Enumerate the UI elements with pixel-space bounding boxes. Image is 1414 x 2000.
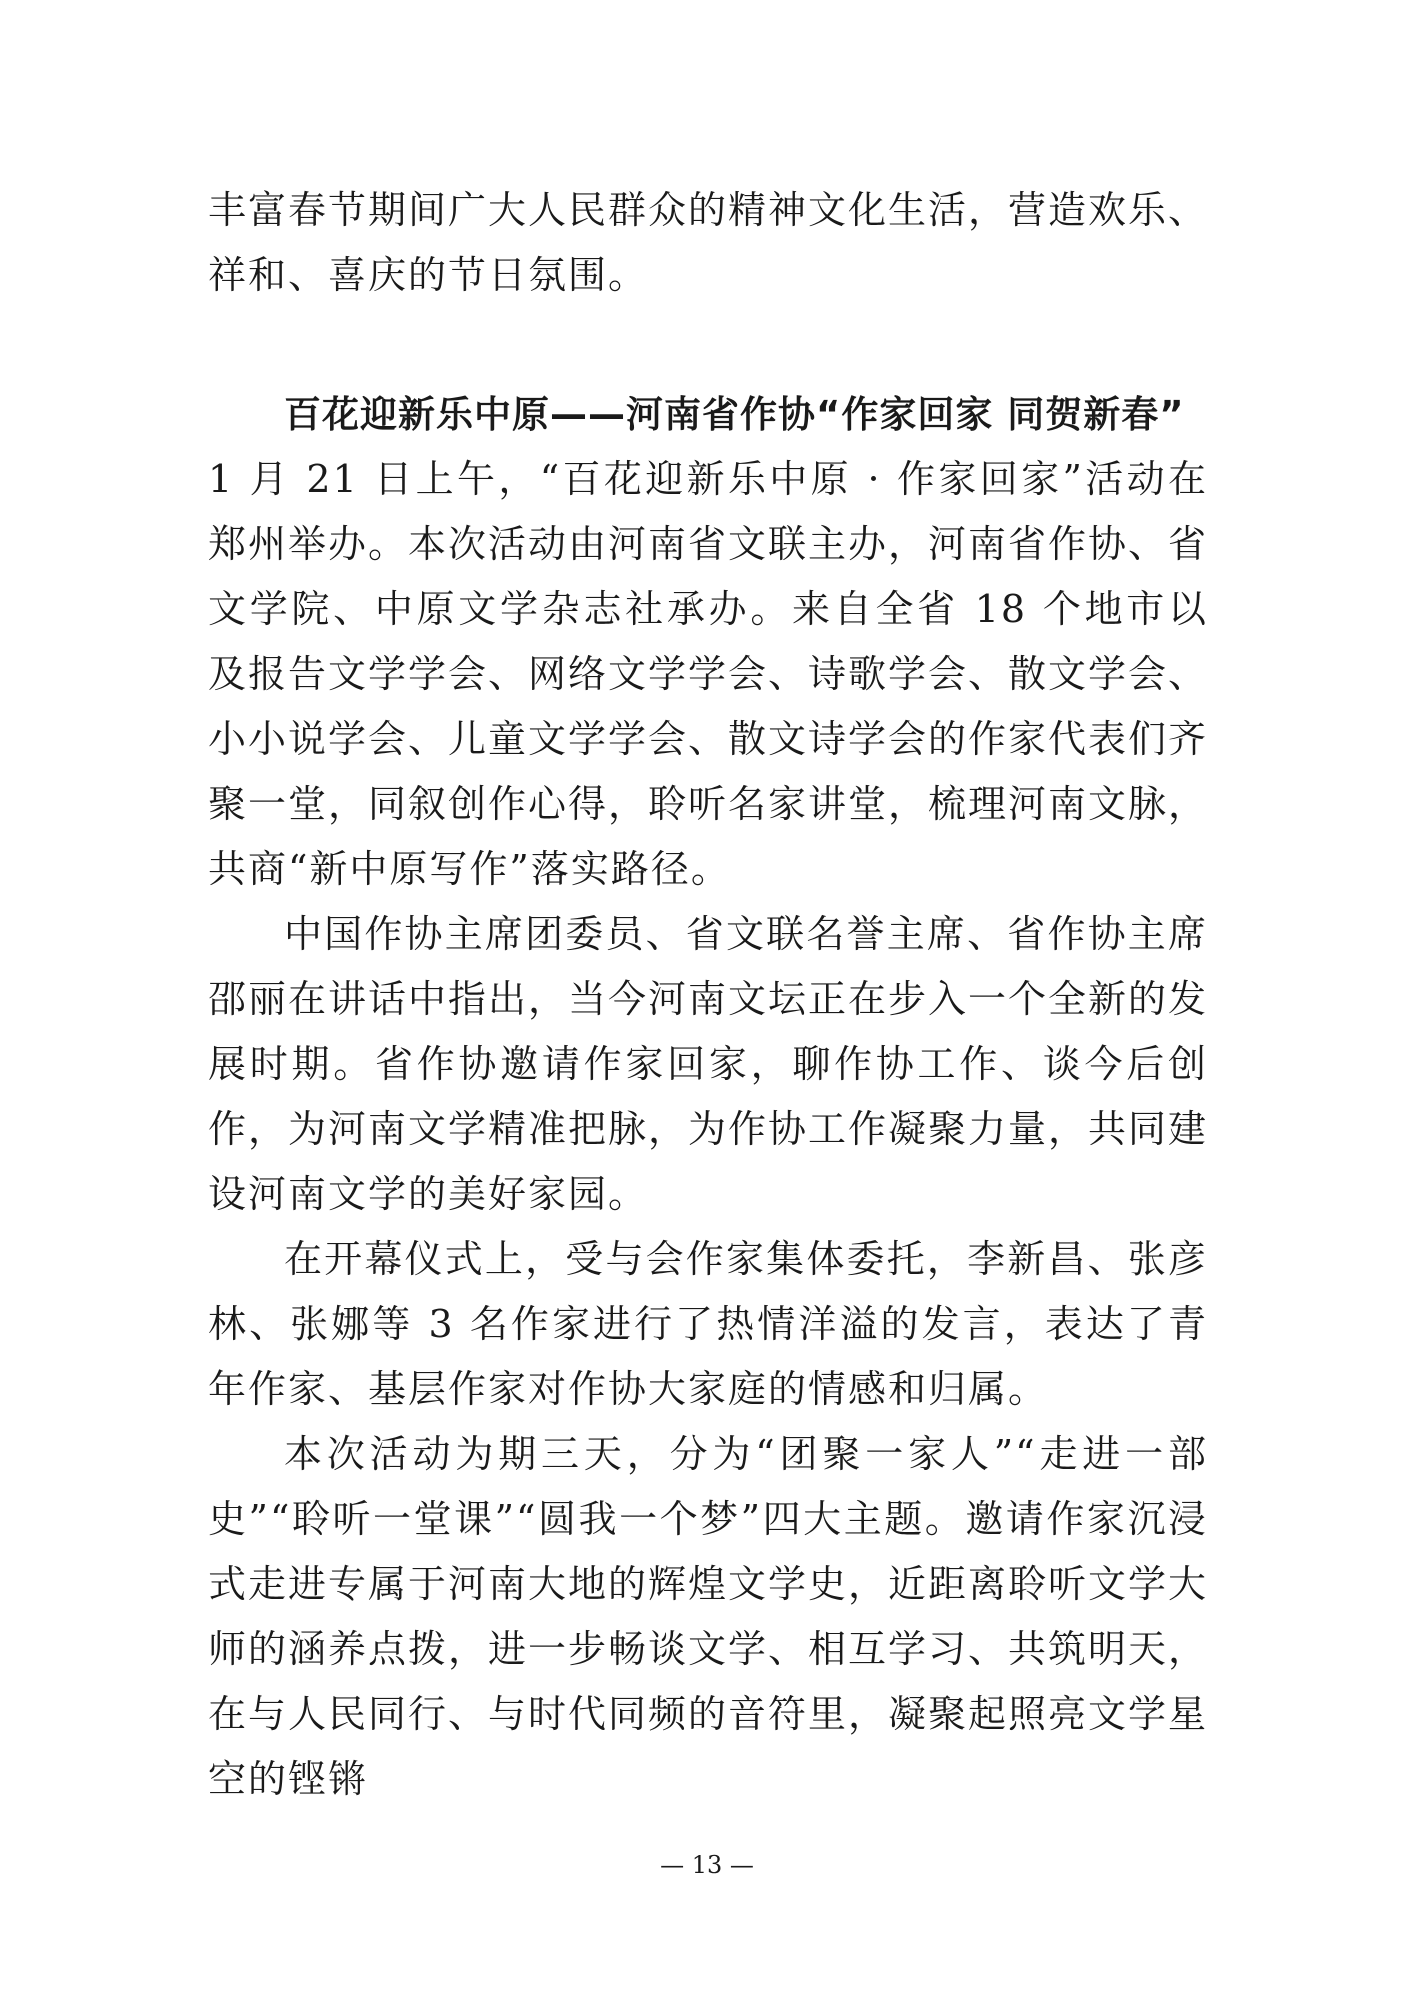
paragraph-opening-ceremony: 在开幕仪式上，受与会作家集体委托，李新昌、张彦林、张娜等 3 名作家进行了热情洋溢的发言，表达了青年作家、基层作家对作协大家庭的情感和归属。 <box>208 1237 1208 1411</box>
article-body <box>208 447 1208 1812</box>
paragraph-event-intro: 1 月 21 日上午，“百花迎新乐中原 · 作家回家”活动在郑州举办。本次活动由河南省文联主办，河南省作协、省文学院、中原文学杂志社承办。来自全省 18 个地市以及报告文学学会、网络文学学会、诗歌学会、散文学会、小小说学会、儿童文学学会、散文诗学会的作家代表们齐聚一堂，同叙创作心得，聆听名家讲堂，梳理河南文脉，共商“新中原写作”落实路径。 <box>208 457 1209 891</box>
page-number: — 13 — <box>660 1851 754 1879</box>
paragraph-speech: 中国作协主席团委员、省文联名誉主席、省作协主席邵丽在讲话中指出，当今河南文坛正在步入一个全新的发展时期。省作协邀请作家回家，聊作协工作、谈今后创作，为河南文学精准把脉，为作协工作凝聚力量，共同建设河南文学的美好家园。 <box>208 912 1209 1216</box>
intro-paragraph-block <box>208 178 1208 308</box>
paragraph-activity-themes: 本次活动为期三天，分为“团聚一家人”“走进一部史”“聆听一堂课”“圆我一个梦”四大主题。邀请作家沉浸式走进专属于河南大地的辉煌文学史，近距离聆听文学大师的涵养点拨，进一步畅谈文学、相互学习、共筑明天，在与人民同行、与时代同频的音符里，凝聚起照亮文学星空的铿锵 <box>208 1432 1209 1801</box>
section-heading: 百花迎新乐中原——河南省作协“作家回家 同贺新春” <box>284 393 1185 436</box>
intro-paragraph: 丰富春节期间广大人民群众的精神文化生活，营造欢乐、祥和、喜庆的节日氛围。 <box>208 188 1209 297</box>
